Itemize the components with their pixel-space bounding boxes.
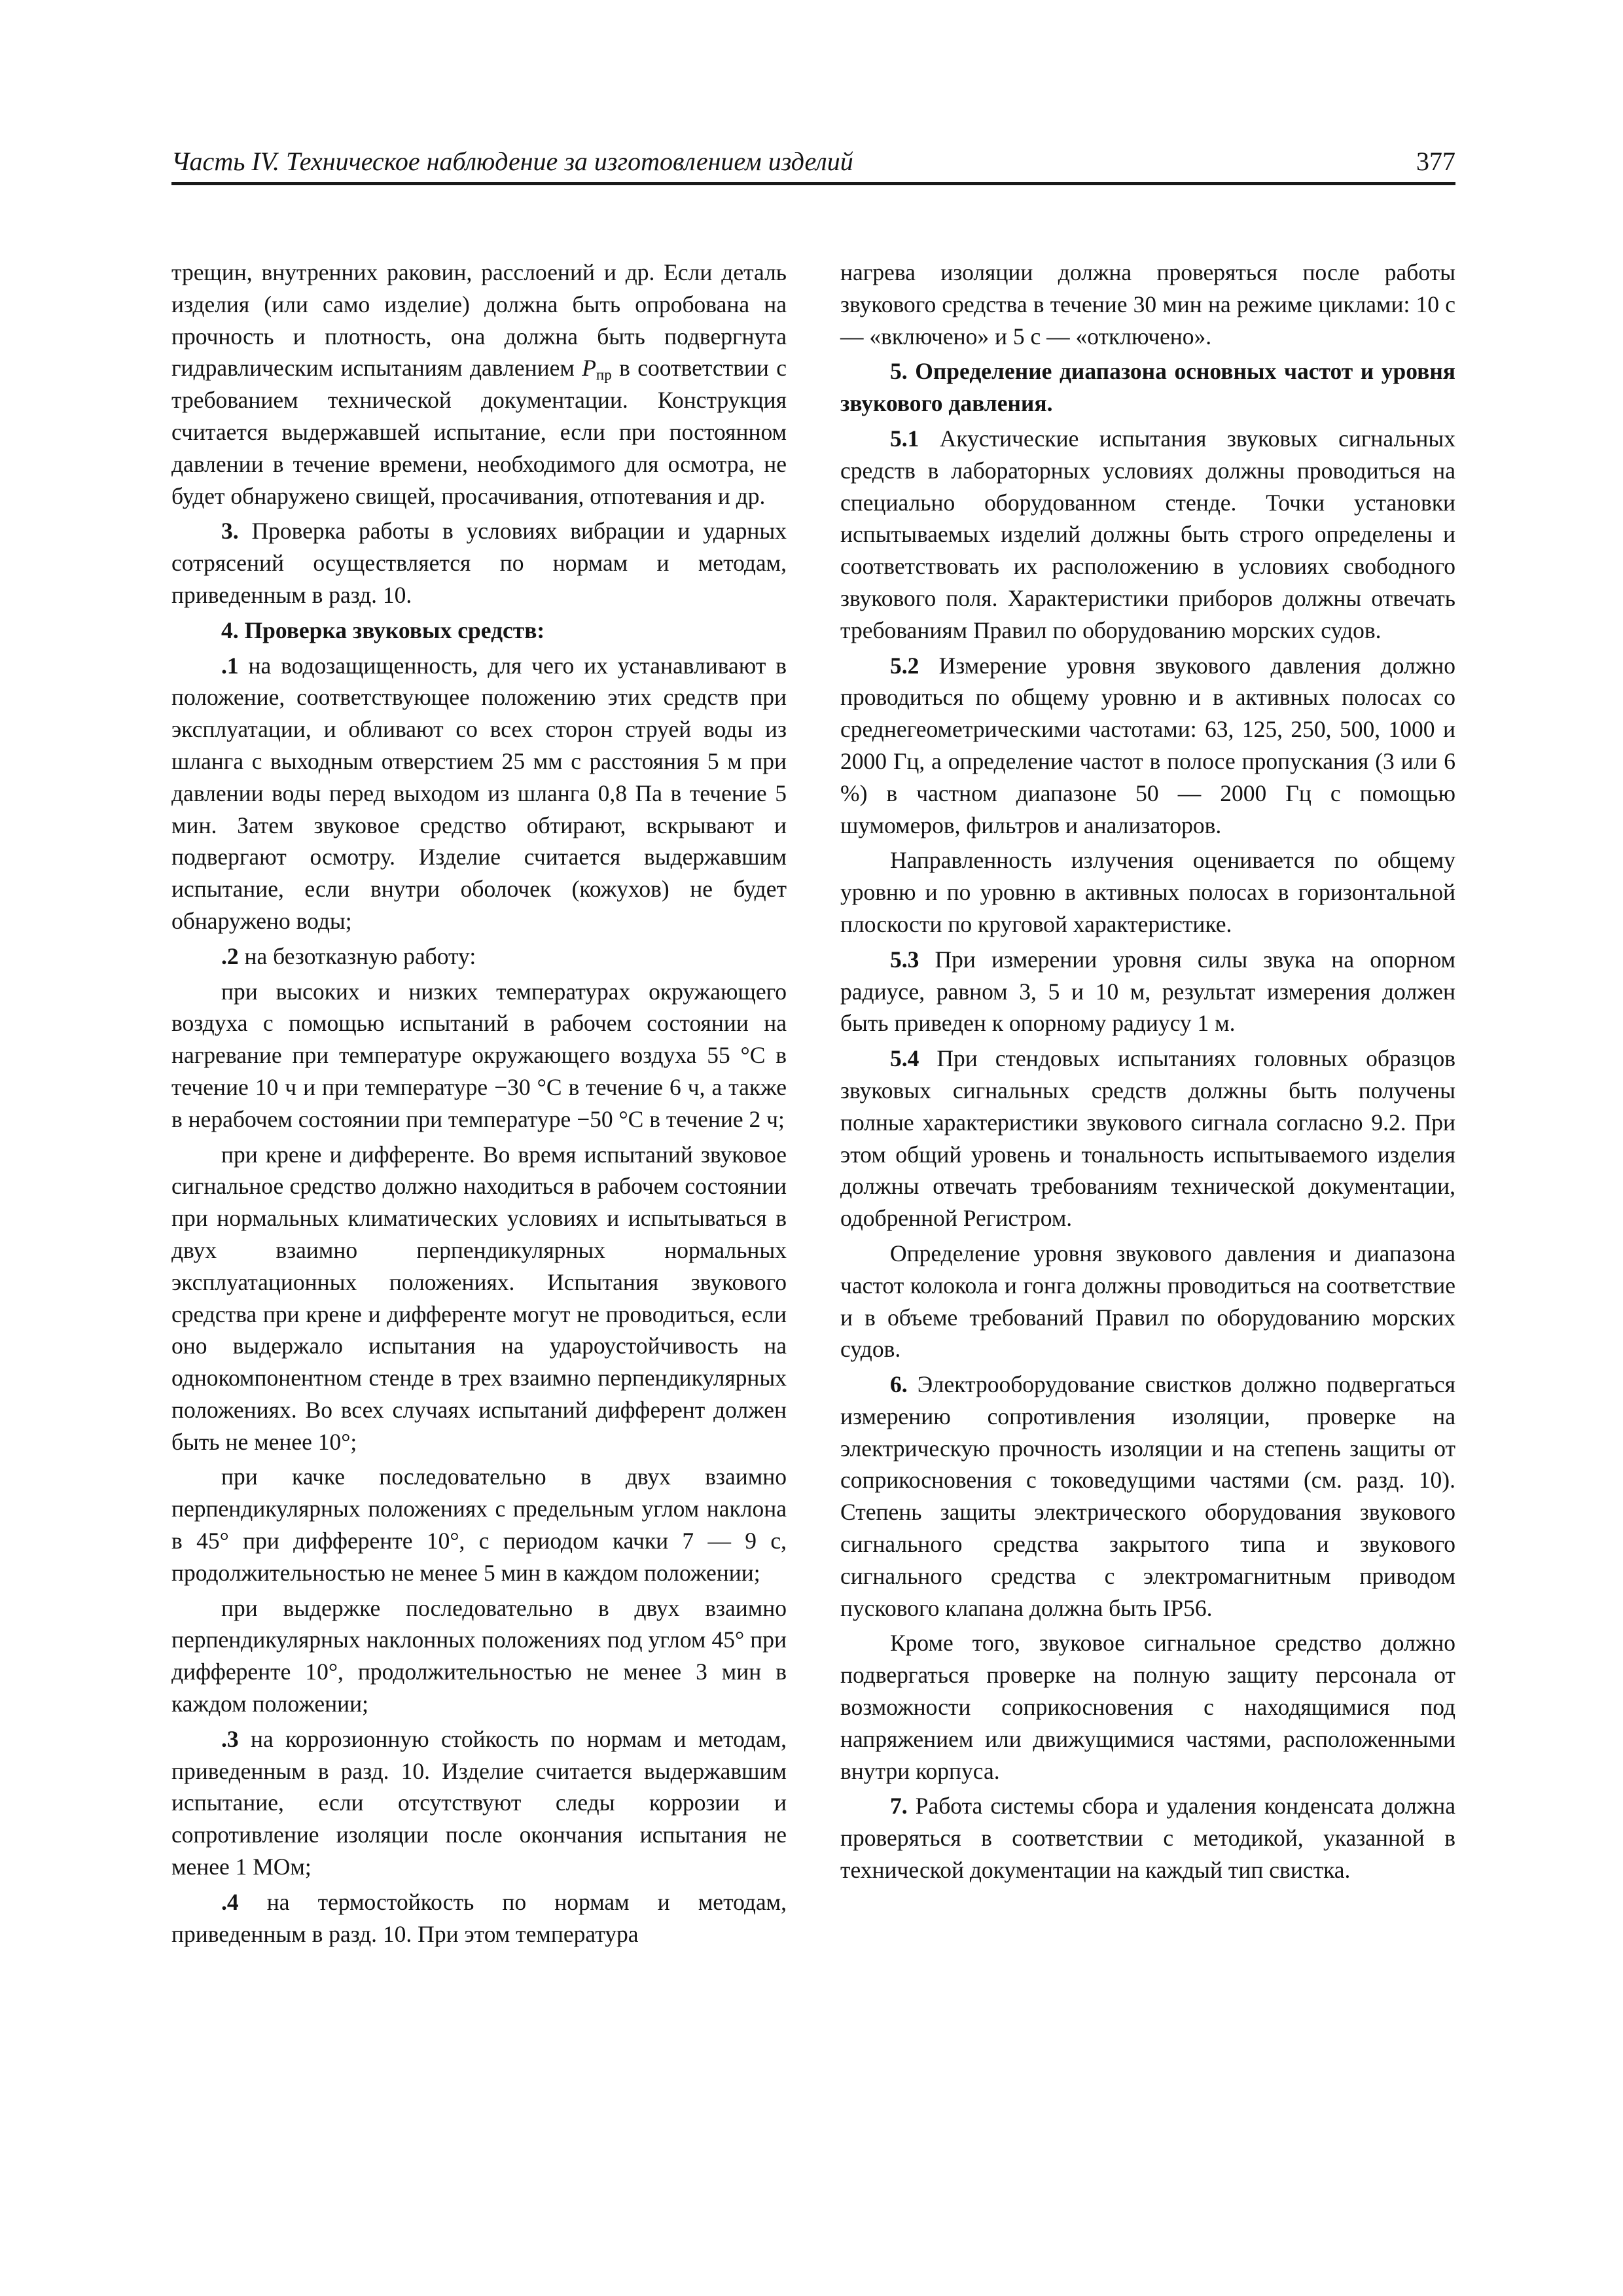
paragraph: 5.4 При стендовых испытаниях головных образцов звуковых сигнальных средств должны быть получены полные характеристики звукового сигнала согласно 9.2. При этом общий уровень и тональность испытываемого изделия должны отвечать требованиям технической документации, одобренной Регистром. xyxy=(840,1045,1456,1232)
paragraph: нагрева изоляции должна проверяться после работы звукового средства в течение 30 мин на режиме циклами: 10 с — «включено» и 5 с — «отключено». xyxy=(840,259,1455,350)
section-heading: 5. Определение диапазона основных частот и уровня звукового давления. xyxy=(840,358,1455,417)
paragraph: .2 на безотказную работу: xyxy=(221,942,476,969)
paragraph: .4 на термостойкость по нормам и методам, приведенным в разд. 10. При этом температура xyxy=(171,1888,787,1947)
header-title: Часть IV. Техническое наблюдение за изготовлением изделий xyxy=(171,147,853,176)
paragraph: 5.3 При измерении уровня силы звука на опорном радиусе, равном 3, 5 и 10 м, результат измерения должен быть приведен к опорному радиусу 1 м. xyxy=(840,946,1456,1037)
paragraph: при качке последовательно в двух взаимно перпендикулярных положениях с предельным углом наклона в 45° при дифференте 10°, с периодом качки 7 — 9 с, продолжительностью не менее 5 мин в каждом положении; xyxy=(171,1463,787,1586)
paragraph: Определение уровня звукового давления и диапазона частот колокола и гонга должны проводиться на соответствие и в объеме требований Правил по оборудованию морских судов. xyxy=(840,1240,1455,1363)
section-heading: 4. Проверка звуковых средств: xyxy=(221,617,545,643)
paragraph: трещин, внутренних раковин, расслоений и др. Если деталь изделия (или само изделие) должна быть опробована на прочность и плотность, она должна быть подвергнута гидравлическим испытаниям давлением $P_{пр}$ в соответствии с требованием технической документации. Конструкция считается выдержавшей испытание, если при постоянном давлении в течение времени, необходимого для осмотра, не будет обнаружено свищей, просачивания, отпотевания и др. xyxy=(171,259,787,509)
page-number: 377 xyxy=(1416,147,1455,176)
paragraph: 7. Работа системы сбора и удаления конденсата должна проверяться в соответствии с методикой, указанной в технической документации на каждый тип свистка. xyxy=(840,1793,1455,1884)
running-header xyxy=(171,143,1455,185)
paragraph: 6. Электрооборудование свистков должно подвергаться измерению сопротивления изоляции, проверке на электрическую прочность изоляции и на степень защиты от соприкосновения с токоведущими частями (см. разд. 10). Степень защиты электрического оборудования звукового сигнального средства закрытого типа и звукового сигнального средства с электромагнитным приводом пускового клапана должна быть IP56. xyxy=(840,1371,1455,1621)
paragraph: при высоких и низких температурах окружающего воздуха с помощью испытаний в рабочем состоянии на нагревание при температуре окружающего воздуха 55 °С в течение 10 ч и при температуре −30 °С в течение 6 ч, а также в нерабочем состоянии при температуре −50 °С в течение 2 ч; xyxy=(171,978,787,1132)
paragraph: при крене и дифференте. Во время испытаний звуковое сигнальное средство должно находиться в рабочем состоянии при нормальных климатических условиях и испытываться в двух взаимно перпендикулярных нормальных эксплуатационных положениях. Испытания звукового средства при крене и дифференте могут не проводиться, если оно выдержало испытания на удароустойчивость на однокомпонентном стенде в трех взаимно перпендикулярных положениях. Во всех случаях испытаний дифферент должен быть не менее 10°; xyxy=(171,1141,787,1455)
right-column xyxy=(840,257,1455,1890)
left-column xyxy=(171,257,787,1953)
paragraph: .1 на водозащищенность, для чего их устанавливают в положение, соответствующее положению этих средств при эксплуатации, и обливают со всех сторон струей воды из шланга с выходным отверстием 25 мм с расстояния 5 м при давлении воды перед выходом из шланга 0,8 Па в течение 5 мин. Затем звуковое средство обтирают, вскрывают и подвергают осмотру. Изделие считается выдержавшим испытание, если внутри оболочек (кожухов) не будет обнаружено воды; xyxy=(171,652,787,934)
paragraph: при выдержке последовательно в двух взаимно перпендикулярных наклонных положениях под углом 45° при дифференте 10°, продолжительностью не менее 3 мин в каждом положении; xyxy=(171,1594,787,1717)
paragraph: 3. Проверка работы в условиях вибрации и ударных сотрясений осуществляется по нормам и методам, приведенным в разд. 10. xyxy=(171,518,787,608)
paragraph: .3 на коррозионную стойкость по нормам и методам, приведенным в разд. 10. Изделие считается выдержавшим испытание, если отсутствуют следы коррозии и сопротивление изоляции после окончания испытания не менее 1 МОм; xyxy=(171,1725,787,1880)
paragraph: 5.2 Измерение уровня звукового давления должно проводиться по общему уровню и в активных полосах со среднегеометрическими частотами: 63, 125, 250, 500, 1000 и 2000 Гц, а определение частот в полосе пропускания (3 или 6 %) в частном диапазоне 50 — 2000 Гц с помощью шумомеров, фильтров и анализаторов. xyxy=(840,652,1456,838)
paragraph: Кроме того, звуковое сигнальное средство должно подвергаться проверке на полную защиту персонала от возможности соприкосновения с находящимися под напряжением или движущимися частями, расположенными внутри корпуса. xyxy=(840,1630,1455,1784)
paragraph: Направленность излучения оценивается по общему уровню и по уровню в активных полосах в горизонтальной плоскости по круговой характеристике. xyxy=(840,847,1455,937)
paragraph: 5.1 Акустические испытания звуковых сигнальных средств в лабораторных условиях должны проводиться на специально оборудованном стенде. Точки установки испытываемых изделий должны быть строго определены и соответствовать их расположению в условиях свободного звукового поля. Характеристики приборов должны отвечать требованиям Правил по оборудованию морских судов. xyxy=(840,425,1455,643)
